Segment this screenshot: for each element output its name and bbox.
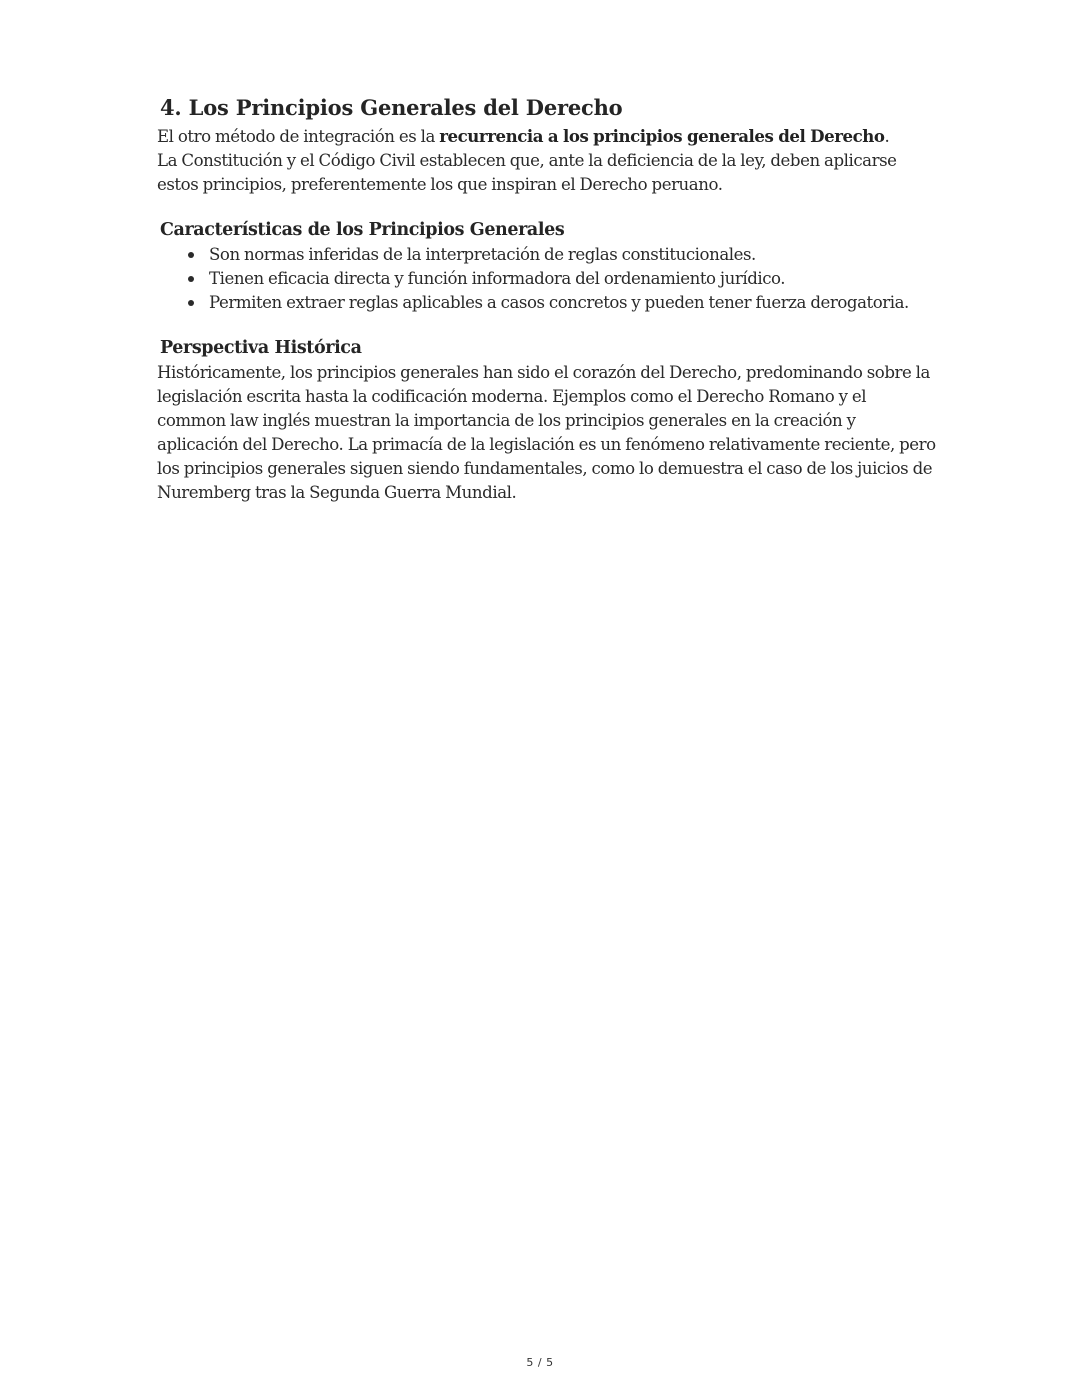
list-item bbox=[209, 267, 937, 291]
intro-paragraph bbox=[157, 124, 937, 197]
list-item-text: Permiten extraer reglas aplicables a casos concretos y pueden tener fuerza derogatoria. bbox=[209, 293, 909, 312]
intro-text-rest: La Constitución y el Código Civil establecen que, ante la deficiencia de la ley, deben aplicarse estos principios, preferentemente los que inspiran el Derecho peruano. bbox=[157, 151, 897, 194]
list-item-text: Tienen eficacia directa y función informadora del ordenamiento jurídico. bbox=[209, 269, 786, 288]
bullet-icon bbox=[188, 300, 194, 306]
section-title: 4. Los Principios Generales del Derecho bbox=[160, 95, 623, 120]
characteristics-heading: Características de los Principios Generales bbox=[160, 220, 565, 240]
intro-text-start: El otro método de integración es la bbox=[157, 127, 440, 146]
list-item bbox=[209, 291, 937, 315]
page-indicator: 5 / 5 bbox=[526, 1356, 554, 1369]
document-page bbox=[157, 92, 937, 505]
intro-bold-phrase: recurrencia a los principios generales del Derecho bbox=[439, 126, 885, 146]
list-item bbox=[209, 243, 937, 267]
bullet-icon bbox=[188, 276, 194, 282]
historical-paragraph: Históricamente, los principios generales han sido el corazón del Derecho, predominando sobre la legislación escrita hasta la codificación moderna. Ejemplos como el Derecho Romano y el common law inglés muestran la importancia de los principios generales en la creación y aplicación del Derecho. La primacía de la legislación es un fenómeno relativamente reciente, pero los principios generales siguen siendo fundamentales, como lo demuestra el caso de los juicios de Nuremberg tras la Segunda Guerra Mundial. bbox=[157, 363, 936, 502]
historical-heading: Perspectiva Histórica bbox=[160, 338, 362, 358]
characteristics-list bbox=[157, 243, 937, 315]
list-item-text: Son normas inferidas de la interpretación de reglas constitucionales. bbox=[209, 245, 756, 264]
bullet-icon bbox=[188, 252, 194, 258]
intro-text-period: . bbox=[884, 127, 890, 146]
